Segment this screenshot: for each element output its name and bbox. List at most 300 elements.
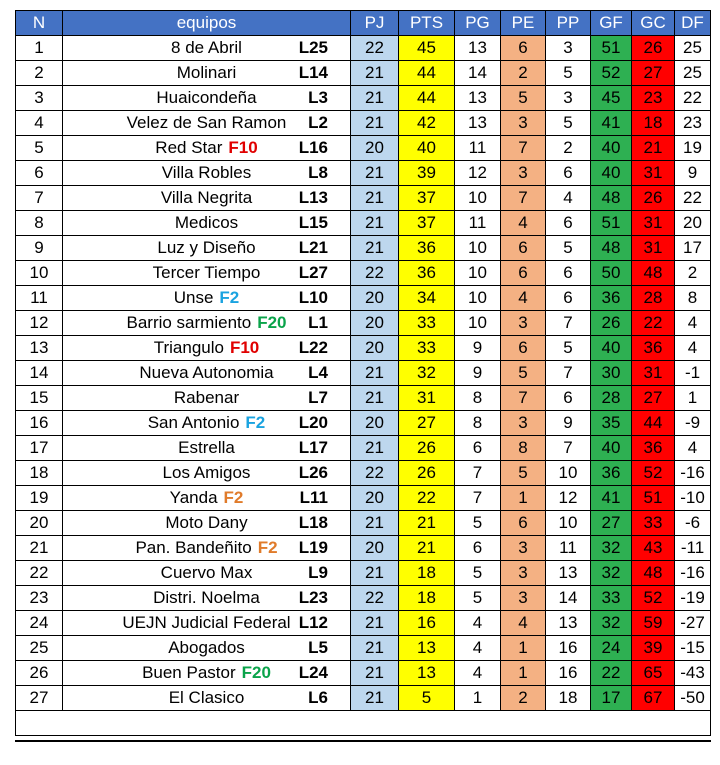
gf-cell: 51 [591, 36, 632, 61]
n-cell: 10 [16, 261, 63, 286]
n-cell: 20 [16, 511, 63, 536]
team-code: L4 [308, 363, 328, 382]
team-code: L11 [299, 488, 328, 507]
pts-cell: 26 [399, 461, 455, 486]
team-code: L23 [298, 588, 328, 607]
pg-cell: 1 [455, 686, 501, 711]
gc-cell: 65 [632, 661, 675, 686]
pg-cell: 4 [455, 611, 501, 636]
pg-cell: 6 [455, 536, 501, 561]
gc-cell: 67 [632, 686, 675, 711]
team-cell [63, 261, 351, 286]
pp-cell: 7 [546, 436, 591, 461]
df-cell: 17 [675, 236, 711, 261]
df-cell: 22 [675, 86, 711, 111]
pg-cell: 10 [455, 261, 501, 286]
n-cell: 11 [16, 286, 63, 311]
table-row [16, 411, 711, 436]
pj-cell: 22 [351, 461, 399, 486]
pe-cell: 4 [501, 286, 546, 311]
gf-cell: 41 [591, 111, 632, 136]
gf-cell: 33 [591, 586, 632, 611]
gf-cell: 40 [591, 136, 632, 161]
df-cell: -50 [675, 686, 711, 711]
gf-cell: 28 [591, 386, 632, 411]
pg-cell: 13 [455, 86, 501, 111]
df-cell: -43 [675, 661, 711, 686]
header-pj: PJ [351, 11, 399, 36]
n-cell: 23 [16, 586, 63, 611]
team-code: L1 [308, 313, 328, 332]
gc-cell: 31 [632, 161, 675, 186]
pg-cell: 8 [455, 411, 501, 436]
pts-cell: 26 [399, 436, 455, 461]
pp-cell: 10 [546, 511, 591, 536]
pe-cell: 3 [501, 411, 546, 436]
pe-cell: 3 [501, 536, 546, 561]
pts-cell: 5 [399, 686, 455, 711]
team-cell [63, 311, 351, 336]
gf-cell: 40 [591, 161, 632, 186]
table-row [16, 286, 711, 311]
team-code: L17 [298, 438, 328, 457]
gc-cell: 26 [632, 186, 675, 211]
df-cell: 2 [675, 261, 711, 286]
n-cell: 5 [16, 136, 63, 161]
df-cell: 4 [675, 436, 711, 461]
pj-cell: 21 [351, 161, 399, 186]
team-cell [63, 161, 351, 186]
df-cell: 25 [675, 36, 711, 61]
team-name: UEJN Judicial Federal [122, 613, 291, 632]
pe-cell: 4 [501, 611, 546, 636]
pg-cell: 4 [455, 636, 501, 661]
gf-cell: 36 [591, 286, 632, 311]
pe-cell: 6 [501, 236, 546, 261]
team-tag: F2 [245, 413, 266, 432]
gf-cell: 32 [591, 611, 632, 636]
pp-cell: 6 [546, 261, 591, 286]
team-name: Velez de San Ramon [126, 113, 287, 132]
pts-cell: 45 [399, 36, 455, 61]
team-name: Buen Pastor [142, 663, 236, 682]
n-cell: 2 [16, 61, 63, 86]
pp-cell: 4 [546, 186, 591, 211]
team-tag: F2 [257, 538, 278, 557]
pe-cell: 3 [501, 586, 546, 611]
pg-cell: 12 [455, 161, 501, 186]
team-name: Barrio sarmiento [126, 313, 252, 332]
df-cell: 9 [675, 161, 711, 186]
team-cell [63, 636, 351, 661]
table-row [16, 36, 711, 61]
pg-cell: 9 [455, 361, 501, 386]
team-name: Distri. Noelma [153, 588, 260, 607]
gc-cell: 27 [632, 61, 675, 86]
pp-cell: 5 [546, 61, 591, 86]
gf-cell: 50 [591, 261, 632, 286]
gc-cell: 31 [632, 211, 675, 236]
team-cell [63, 436, 351, 461]
team-name: Villa Robles [161, 163, 252, 182]
df-cell: 8 [675, 286, 711, 311]
pp-cell: 6 [546, 211, 591, 236]
pp-cell: 14 [546, 586, 591, 611]
gc-cell: 52 [632, 461, 675, 486]
pp-cell: 16 [546, 661, 591, 686]
team-name: Moto Dany [165, 513, 248, 532]
team-code: L27 [298, 263, 328, 282]
header-df: DF [675, 11, 711, 36]
gc-cell: 36 [632, 336, 675, 361]
pe-cell: 4 [501, 211, 546, 236]
n-cell: 18 [16, 461, 63, 486]
pj-cell: 20 [351, 336, 399, 361]
team-tag: F10 [228, 138, 258, 157]
team-cell [63, 561, 351, 586]
pj-cell: 21 [351, 111, 399, 136]
gf-cell: 30 [591, 361, 632, 386]
gc-cell: 43 [632, 536, 675, 561]
table-row [16, 161, 711, 186]
gf-cell: 48 [591, 186, 632, 211]
pj-cell: 21 [351, 686, 399, 711]
empty-row [16, 711, 711, 736]
pp-cell: 12 [546, 486, 591, 511]
pp-cell: 18 [546, 686, 591, 711]
team-tag: F10 [229, 338, 260, 357]
n-cell: 27 [16, 686, 63, 711]
pe-cell: 8 [501, 436, 546, 461]
gc-cell: 51 [632, 486, 675, 511]
team-name: Nueva Autonomia [139, 363, 274, 382]
team-name: Pan. Bandeñito [135, 538, 252, 557]
pe-cell: 6 [501, 261, 546, 286]
pp-cell: 7 [546, 311, 591, 336]
header-gc: GC [632, 11, 675, 36]
team-name: Red Star [155, 138, 223, 157]
pg-cell: 5 [455, 561, 501, 586]
table-row [16, 561, 711, 586]
gf-cell: 45 [591, 86, 632, 111]
team-tag: F2 [223, 488, 244, 507]
pts-cell: 21 [399, 536, 455, 561]
team-code: L6 [308, 688, 328, 707]
pe-cell: 6 [501, 336, 546, 361]
team-code: L18 [298, 513, 328, 532]
team-cell [63, 511, 351, 536]
header-pts: PTS [399, 11, 455, 36]
pts-cell: 37 [399, 186, 455, 211]
header-team: equipos [63, 11, 351, 36]
team-name: 8 de Abril [171, 38, 242, 57]
df-cell: -15 [675, 636, 711, 661]
table-row [16, 86, 711, 111]
pe-cell: 2 [501, 686, 546, 711]
team-code: L16 [298, 138, 328, 157]
header-pe: PE [501, 11, 546, 36]
team-cell [63, 186, 351, 211]
pp-cell: 6 [546, 286, 591, 311]
gc-cell: 22 [632, 311, 675, 336]
team-code: L26 [298, 463, 328, 482]
table-header [16, 11, 711, 36]
team-name: Yanda [169, 488, 218, 507]
table-row [16, 186, 711, 211]
pe-cell: 1 [501, 661, 546, 686]
pts-cell: 42 [399, 111, 455, 136]
pts-cell: 13 [399, 636, 455, 661]
gc-cell: 39 [632, 636, 675, 661]
gc-cell: 59 [632, 611, 675, 636]
pp-cell: 6 [546, 386, 591, 411]
team-code: L14 [298, 63, 328, 82]
team-cell [63, 486, 351, 511]
gc-cell: 48 [632, 561, 675, 586]
team-code: L9 [308, 563, 328, 582]
team-cell [63, 386, 351, 411]
df-cell: 20 [675, 211, 711, 236]
gf-cell: 36 [591, 461, 632, 486]
header-pp: PP [546, 11, 591, 36]
team-code: L7 [308, 388, 328, 407]
pp-cell: 5 [546, 111, 591, 136]
pe-cell: 1 [501, 486, 546, 511]
team-name: El Clasico [168, 688, 245, 707]
pj-cell: 21 [351, 661, 399, 686]
gc-cell: 48 [632, 261, 675, 286]
table-row [16, 136, 711, 161]
team-cell [63, 336, 351, 361]
team-code: L3 [308, 88, 328, 107]
n-cell: 17 [16, 436, 63, 461]
pts-cell: 27 [399, 411, 455, 436]
pj-cell: 22 [351, 586, 399, 611]
gf-cell: 26 [591, 311, 632, 336]
table-row [16, 536, 711, 561]
table-row [16, 336, 711, 361]
team-code: L10 [298, 288, 328, 307]
pj-cell: 20 [351, 411, 399, 436]
pts-cell: 33 [399, 336, 455, 361]
table-row [16, 436, 711, 461]
pj-cell: 21 [351, 436, 399, 461]
table-row [16, 211, 711, 236]
pg-cell: 9 [455, 336, 501, 361]
team-cell [63, 136, 351, 161]
pts-cell: 40 [399, 136, 455, 161]
pe-cell: 6 [501, 36, 546, 61]
team-name: Los Amigos [162, 463, 251, 482]
pj-cell: 20 [351, 486, 399, 511]
pj-cell: 22 [351, 261, 399, 286]
pp-cell: 16 [546, 636, 591, 661]
pts-cell: 18 [399, 586, 455, 611]
n-cell: 13 [16, 336, 63, 361]
n-cell: 21 [16, 536, 63, 561]
pts-cell: 34 [399, 286, 455, 311]
pg-cell: 14 [455, 61, 501, 86]
gf-cell: 51 [591, 211, 632, 236]
team-code: L20 [298, 413, 328, 432]
team-name: Luz y Diseño [157, 238, 256, 257]
gf-cell: 24 [591, 636, 632, 661]
team-name: Unse [173, 288, 214, 307]
n-cell: 9 [16, 236, 63, 261]
n-cell: 4 [16, 111, 63, 136]
gf-cell: 48 [591, 236, 632, 261]
pp-cell: 11 [546, 536, 591, 561]
pj-cell: 20 [351, 286, 399, 311]
n-cell: 7 [16, 186, 63, 211]
pp-cell: 10 [546, 461, 591, 486]
team-code: L2 [308, 113, 328, 132]
pj-cell: 21 [351, 636, 399, 661]
team-cell [63, 86, 351, 111]
team-name: Huaicondeña [156, 88, 257, 107]
team-cell [63, 211, 351, 236]
pts-cell: 22 [399, 486, 455, 511]
pts-cell: 36 [399, 261, 455, 286]
pe-cell: 7 [501, 136, 546, 161]
team-cell [63, 236, 351, 261]
n-cell: 25 [16, 636, 63, 661]
pts-cell: 13 [399, 661, 455, 686]
df-cell: 22 [675, 186, 711, 211]
bottom-border [15, 740, 711, 742]
gc-cell: 28 [632, 286, 675, 311]
pg-cell: 8 [455, 386, 501, 411]
pp-cell: 6 [546, 161, 591, 186]
n-cell: 22 [16, 561, 63, 586]
table-row [16, 111, 711, 136]
table-row [16, 361, 711, 386]
df-cell: -27 [675, 611, 711, 636]
n-cell: 3 [16, 86, 63, 111]
table-body [16, 36, 711, 736]
n-cell: 12 [16, 311, 63, 336]
table-row [16, 686, 711, 711]
pg-cell: 7 [455, 486, 501, 511]
team-code: L22 [298, 338, 328, 357]
gf-cell: 32 [591, 536, 632, 561]
pj-cell: 21 [351, 61, 399, 86]
df-cell: -1 [675, 361, 711, 386]
team-code: L12 [298, 613, 328, 632]
pp-cell: 13 [546, 561, 591, 586]
pj-cell: 21 [351, 186, 399, 211]
pts-cell: 44 [399, 61, 455, 86]
table-row [16, 461, 711, 486]
df-cell: -6 [675, 511, 711, 536]
gc-cell: 36 [632, 436, 675, 461]
team-code: L5 [308, 638, 328, 657]
pp-cell: 13 [546, 611, 591, 636]
df-cell: 25 [675, 61, 711, 86]
gc-cell: 31 [632, 361, 675, 386]
team-name: Estrella [178, 438, 235, 457]
header-pg: PG [455, 11, 501, 36]
pe-cell: 2 [501, 61, 546, 86]
team-name: Rabenar [173, 388, 240, 407]
df-cell: -10 [675, 486, 711, 511]
gc-cell: 18 [632, 111, 675, 136]
df-cell: 23 [675, 111, 711, 136]
header-gf: GF [591, 11, 632, 36]
pp-cell: 3 [546, 36, 591, 61]
df-cell: 4 [675, 311, 711, 336]
pj-cell: 21 [351, 511, 399, 536]
n-cell: 8 [16, 211, 63, 236]
pj-cell: 21 [351, 611, 399, 636]
pts-cell: 32 [399, 361, 455, 386]
pg-cell: 11 [455, 211, 501, 236]
team-cell [63, 61, 351, 86]
pp-cell: 2 [546, 136, 591, 161]
team-cell [63, 586, 351, 611]
team-name: San Antonio [147, 413, 240, 432]
gc-cell: 27 [632, 386, 675, 411]
pg-cell: 5 [455, 511, 501, 536]
pts-cell: 31 [399, 386, 455, 411]
table-row [16, 611, 711, 636]
df-cell: -16 [675, 561, 711, 586]
pj-cell: 22 [351, 36, 399, 61]
gc-cell: 31 [632, 236, 675, 261]
pj-cell: 20 [351, 536, 399, 561]
pe-cell: 7 [501, 386, 546, 411]
pj-cell: 21 [351, 386, 399, 411]
table-row [16, 261, 711, 286]
pg-cell: 13 [455, 111, 501, 136]
pe-cell: 5 [501, 86, 546, 111]
n-cell: 19 [16, 486, 63, 511]
pp-cell: 5 [546, 236, 591, 261]
table-row [16, 311, 711, 336]
gf-cell: 52 [591, 61, 632, 86]
table-row [16, 636, 711, 661]
team-name: Cuervo Max [160, 563, 253, 582]
n-cell: 1 [16, 36, 63, 61]
team-cell [63, 36, 351, 61]
pg-cell: 10 [455, 236, 501, 261]
gc-cell: 52 [632, 586, 675, 611]
n-cell: 15 [16, 386, 63, 411]
pts-cell: 39 [399, 161, 455, 186]
table-row [16, 661, 711, 686]
gc-cell: 23 [632, 86, 675, 111]
gc-cell: 21 [632, 136, 675, 161]
team-name: Medicos [174, 213, 239, 232]
pp-cell: 7 [546, 361, 591, 386]
pe-cell: 3 [501, 111, 546, 136]
team-code: L21 [298, 238, 328, 257]
pg-cell: 10 [455, 186, 501, 211]
pg-cell: 4 [455, 661, 501, 686]
df-cell: -19 [675, 586, 711, 611]
team-name: Triangulo [153, 338, 224, 357]
team-tag: F20 [257, 313, 287, 332]
table-row [16, 386, 711, 411]
pts-cell: 16 [399, 611, 455, 636]
pg-cell: 7 [455, 461, 501, 486]
team-tag: F20 [241, 663, 271, 682]
team-cell [63, 611, 351, 636]
pe-cell: 5 [501, 461, 546, 486]
pg-cell: 13 [455, 36, 501, 61]
team-cell [63, 361, 351, 386]
pj-cell: 21 [351, 236, 399, 261]
